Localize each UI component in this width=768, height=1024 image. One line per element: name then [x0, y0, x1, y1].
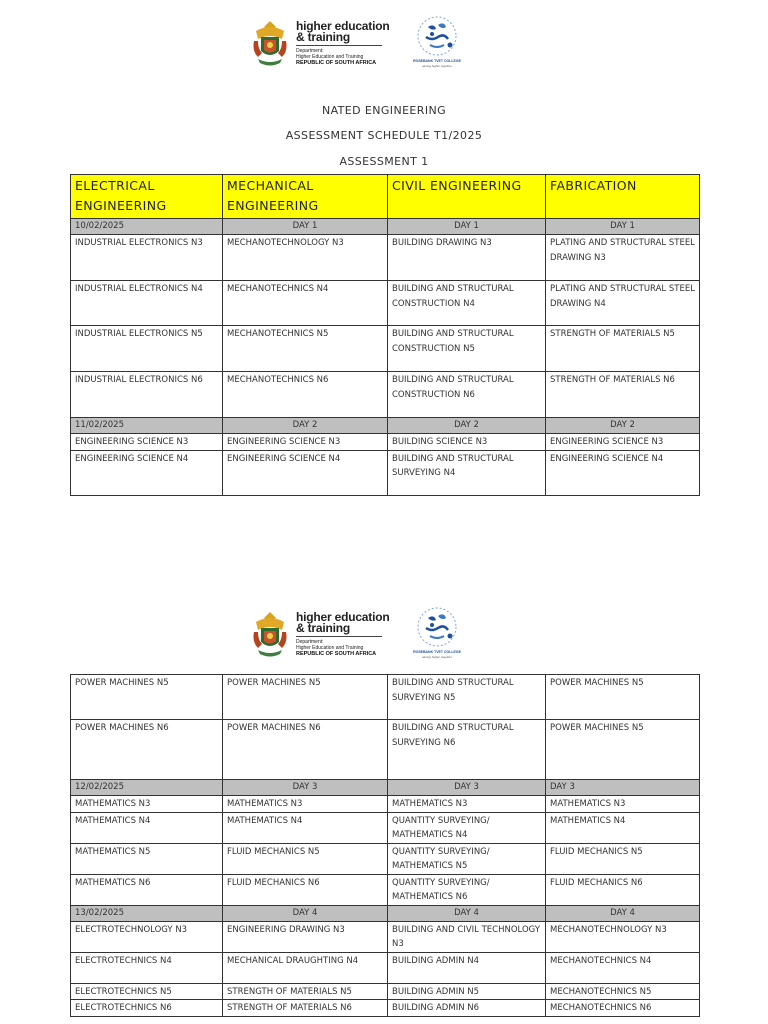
dhet-wordmark	[296, 609, 396, 657]
dhet-country: REPUBLIC OF SOUTH AFRICA	[296, 59, 377, 66]
dhet-line-1: higher education	[296, 18, 390, 33]
header-cell-fabrication: FABRICATION	[546, 175, 700, 219]
subject-cell: PLATING AND STRUCTURAL STEEL DRAWING N4	[546, 281, 700, 326]
subject-cell: MECHANOTECHNOLOGY N3	[546, 921, 700, 952]
day-cell: DAY 2	[388, 418, 546, 434]
subject-cell: INDUSTRIAL ELECTRONICS N4	[71, 281, 223, 326]
coat-of-arms-icon	[250, 608, 290, 660]
subject-cell: STRENGTH OF MATERIALS N5	[546, 326, 700, 372]
table-row	[71, 281, 700, 326]
subject-cell: MECHANOTECHNOLOGY N3	[223, 235, 388, 281]
subject-cell: MATHEMATICS N3	[388, 796, 546, 813]
day-cell: DAY 3	[388, 780, 546, 796]
subject-cell: MECHANOTECHNICS N6	[223, 372, 388, 418]
table-row	[71, 1000, 700, 1017]
subject-cell: ELECTROTECHNICS N4	[71, 952, 223, 983]
subject-cell: ENGINEERING SCIENCE N3	[546, 434, 700, 451]
table-row	[71, 675, 700, 720]
table-row	[71, 434, 700, 451]
subject-cell: ELECTROTECHNICS N5	[71, 983, 223, 1000]
subject-cell: POWER MACHINES N6	[71, 720, 223, 780]
subject-cell: POWER MACHINES N5	[223, 675, 388, 720]
divider	[296, 45, 382, 46]
subject-cell: BUILDING ADMIN N4	[388, 952, 546, 983]
subject-cell: FLUID MECHANICS N6	[546, 874, 700, 905]
divider	[296, 636, 382, 637]
date-cell: 10/02/2025	[71, 219, 223, 235]
day-cell: DAY 3	[223, 780, 388, 796]
college-motto: aiming higher together	[422, 64, 452, 68]
schedule-table-page-2	[70, 674, 700, 1017]
subject-cell: ELECTROTECHNICS N6	[71, 1000, 223, 1017]
page-1-logo-header	[200, 12, 492, 74]
subject-cell: QUANTITY SURVEYING/ MATHEMATICS N6	[388, 874, 546, 905]
subject-cell: ENGINEERING SCIENCE N3	[71, 434, 223, 451]
subject-cell: INDUSTRIAL ELECTRONICS N6	[71, 372, 223, 418]
dhet-line-2: & training	[296, 620, 350, 635]
subject-cell: POWER MACHINES N5	[71, 675, 223, 720]
header-cell-mechanical: MECHANICAL ENGINEERING	[223, 175, 388, 219]
date-cell: 11/02/2025	[71, 418, 223, 434]
day-cell: DAY 4	[546, 905, 700, 921]
subject-cell: BUILDING AND CIVIL TECHNOLOGY N3	[388, 921, 546, 952]
subject-cell: BUILDING AND STRUCTURAL CONSTRUCTION N5	[388, 326, 546, 372]
subject-cell: ENGINEERING SCIENCE N4	[223, 450, 388, 495]
subject-cell: MECHANOTECHNICS N6	[546, 1000, 700, 1017]
table-row	[71, 796, 700, 813]
schedule-subtitle: ASSESSMENT SCHEDULE T1/2025	[285, 129, 483, 142]
subject-cell: BUILDING AND STRUCTURAL CONSTRUCTION N4	[388, 281, 546, 326]
subject-cell: POWER MACHINES N6	[223, 720, 388, 780]
day-row	[71, 905, 700, 921]
college-motto: aiming higher together	[422, 655, 452, 659]
subject-cell: BUILDING SCIENCE N3	[388, 434, 546, 451]
dhet-country: REPUBLIC OF SOUTH AFRICA	[296, 650, 377, 657]
subject-cell: FLUID MECHANICS N5	[223, 843, 388, 874]
subject-cell: MATHEMATICS N3	[546, 796, 700, 813]
subject-cell: MECHANOTECHNICS N4	[223, 281, 388, 326]
day-cell: DAY 4	[388, 905, 546, 921]
subject-cell: ENGINEERING SCIENCE N4	[546, 450, 700, 495]
subject-cell: MATHEMATICS N5	[71, 843, 223, 874]
table-row	[71, 983, 700, 1000]
college-logo-icon	[412, 606, 462, 662]
subject-cell: QUANTITY SURVEYING/ MATHEMATICS N5	[388, 843, 546, 874]
subject-cell: MECHANOTECHNICS N4	[546, 952, 700, 983]
college-name: ROSEBANK TVET COLLEGE	[413, 59, 461, 63]
subject-cell: BUILDING AND STRUCTURAL SURVEYING N5	[388, 675, 546, 720]
table-row	[71, 326, 700, 372]
college-logo-icon	[412, 15, 462, 71]
subject-cell: BUILDING AND STRUCTURAL SURVEYING N6	[388, 720, 546, 780]
header-cell-electrical: ELECTRICAL ENGINEERING	[71, 175, 223, 219]
table-row	[71, 952, 700, 983]
subject-cell: BUILDING DRAWING N3	[388, 235, 546, 281]
table-row	[71, 843, 700, 874]
table-row	[71, 921, 700, 952]
table-row	[71, 372, 700, 418]
table-row	[71, 450, 700, 495]
subject-cell: MECHANICAL DRAUGHTING N4	[223, 952, 388, 983]
subject-cell: QUANTITY SURVEYING/ MATHEMATICS N4	[388, 812, 546, 843]
subject-cell: INDUSTRIAL ELECTRONICS N5	[71, 326, 223, 372]
dhet-line-2: & training	[296, 29, 350, 44]
day-cell: DAY 4	[223, 905, 388, 921]
day-cell: DAY 1	[546, 219, 700, 235]
dhet-dept-name: Higher Education and Training	[296, 53, 364, 60]
college-name: ROSEBANK TVET COLLEGE	[413, 650, 461, 654]
page-2-logo-header	[200, 603, 492, 665]
subject-cell: STRENGTH OF MATERIALS N6	[546, 372, 700, 418]
date-cell: 13/02/2025	[71, 905, 223, 921]
subject-cell: MECHANOTECHNICS N5	[223, 326, 388, 372]
day-cell: DAY 1	[223, 219, 388, 235]
day-cell: DAY 1	[388, 219, 546, 235]
table-row	[71, 812, 700, 843]
subject-cell: MATHEMATICS N4	[546, 812, 700, 843]
day-row	[71, 418, 700, 434]
subject-cell: BUILDING AND STRUCTURAL CONSTRUCTION N6	[388, 372, 546, 418]
table-row	[71, 874, 700, 905]
day-cell: DAY 2	[546, 418, 700, 434]
table-row	[71, 235, 700, 281]
subject-cell: FLUID MECHANICS N6	[223, 874, 388, 905]
day-cell: DAY 3	[546, 780, 700, 796]
department-header-row	[71, 175, 700, 219]
document-title: NATED ENGINEERING	[321, 104, 447, 117]
subject-cell: BUILDING AND STRUCTURAL SURVEYING N4	[388, 450, 546, 495]
subject-cell: ENGINEERING SCIENCE N4	[71, 450, 223, 495]
dhet-wordmark	[296, 18, 396, 66]
dhet-dept-label: Department:	[296, 638, 324, 645]
subject-cell: BUILDING ADMIN N6	[388, 1000, 546, 1017]
schedule-table-page-1	[70, 174, 700, 496]
subject-cell: ENGINEERING DRAWING N3	[223, 921, 388, 952]
table-row	[71, 720, 700, 780]
subject-cell: BUILDING ADMIN N5	[388, 983, 546, 1000]
subject-cell: STRENGTH OF MATERIALS N6	[223, 1000, 388, 1017]
subject-cell: ELECTROTECHNOLOGY N3	[71, 921, 223, 952]
subject-cell: POWER MACHINES N5	[546, 675, 700, 720]
subject-cell: STRENGTH OF MATERIALS N5	[223, 983, 388, 1000]
subject-cell: PLATING AND STRUCTURAL STEEL DRAWING N3	[546, 235, 700, 281]
date-cell: 12/02/2025	[71, 780, 223, 796]
subject-cell: FLUID MECHANICS N5	[546, 843, 700, 874]
assessment-label: ASSESSMENT 1	[339, 155, 429, 168]
dhet-dept-label: Department:	[296, 47, 324, 54]
subject-cell: ENGINEERING SCIENCE N3	[223, 434, 388, 451]
day-cell: DAY 2	[223, 418, 388, 434]
subject-cell: MECHANOTECHNICS N5	[546, 983, 700, 1000]
dhet-dept-name: Higher Education and Training	[296, 644, 364, 651]
subject-cell: POWER MACHINES N5	[546, 720, 700, 780]
day-row	[71, 780, 700, 796]
subject-cell: MATHEMATICS N3	[223, 796, 388, 813]
document-page-2	[0, 600, 768, 1024]
coat-of-arms-icon	[250, 17, 290, 69]
subject-cell: MATHEMATICS N4	[223, 812, 388, 843]
header-cell-civil: CIVIL ENGINEERING	[388, 175, 546, 219]
day-row	[71, 219, 700, 235]
subject-cell: MATHEMATICS N4	[71, 812, 223, 843]
subject-cell: INDUSTRIAL ELECTRONICS N3	[71, 235, 223, 281]
dhet-line-1: higher education	[296, 609, 390, 624]
subject-cell: MATHEMATICS N6	[71, 874, 223, 905]
subject-cell: MATHEMATICS N3	[71, 796, 223, 813]
